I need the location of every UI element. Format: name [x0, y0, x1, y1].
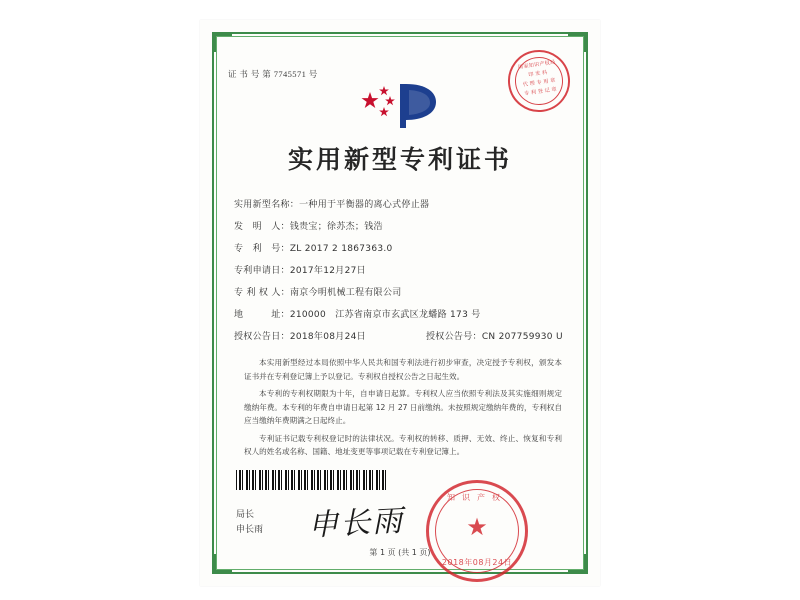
field-utility-model-name	[234, 194, 566, 216]
star-icon: ★	[466, 514, 488, 541]
certificate-barcode	[236, 470, 386, 490]
legal-paragraph-1: 本实用新型经过本局依照中华人民共和国专利法进行初步审查，决定授予专利权，颁发本证书并在专利登记簿上予以登记。专利权自授权公告之日起生效。	[244, 358, 562, 381]
field-label: 专 利 权 人：	[234, 288, 290, 298]
director-name: 申长雨	[236, 525, 264, 535]
registration-stamp-line-3: 代 理 专 用 章	[522, 77, 557, 89]
grant-number-value: CN 207759930 U	[481, 332, 563, 342]
grant-date-value: 2018年08月24日	[289, 332, 366, 342]
certificate-sheet	[200, 20, 600, 586]
grant-number-group	[426, 326, 563, 348]
field-list	[234, 194, 566, 348]
grant-number-label: 授权公告号：	[426, 332, 482, 342]
field-grant-announcement	[234, 326, 566, 348]
field-label: 地 址：	[234, 310, 290, 320]
certificate-content	[226, 46, 574, 567]
patent-office-logo-icon	[354, 80, 446, 132]
director-block	[236, 508, 263, 538]
field-value: 一种用于平衡器的离心式停止器	[299, 200, 430, 210]
director-handwritten-signature: 申长雨	[307, 503, 406, 544]
page-title: 实用新型专利证书	[287, 145, 512, 174]
official-seal-icon	[426, 480, 528, 582]
field-label: 专 利 号：	[234, 244, 290, 254]
official-seal-arc-text: 知识产权	[447, 493, 507, 502]
registration-stamp-line-1: 国家知识产权局	[517, 59, 556, 71]
field-value: 2017年12月27日	[289, 266, 366, 276]
registration-stamp-line-2: 印 发 科	[528, 69, 548, 79]
field-value: 210000 江苏省南京市玄武区龙蟠路 173 号	[289, 310, 481, 320]
field-value: ZL 2017 2 1867363.0	[289, 244, 393, 254]
field-value: 南京今明机械工程有限公司	[289, 288, 402, 298]
field-patentee	[234, 282, 566, 304]
field-application-date	[234, 260, 566, 282]
legal-paragraph-3: 专利证书记载专利权登记时的法律状况。专利权的转移、质押、无效、终止、恢复和专利权人的姓名或名称、国籍、地址变更等事项记载在专利登记簿上。	[244, 433, 562, 456]
field-inventor	[234, 216, 566, 238]
legal-paragraph-2: 本专利的专利权期限为十年，自申请日起算。专利权人应当依照专利法及其实施细则规定缴纳年费。本专利的年费自申请日起第 12 月 27 日前缴纳。未按照规定缴纳年费的，专利权自应当缴纳年费期满之日起终止。	[244, 389, 562, 425]
field-label: 发 明 人：	[234, 222, 290, 232]
certificate-number: 证 书 号 第 7745571 号	[228, 69, 318, 79]
field-label: 实用新型名称：	[234, 200, 300, 210]
field-label: 专利申请日：	[234, 266, 290, 276]
grant-date-label: 授权公告日：	[234, 332, 290, 342]
legal-body-text	[244, 356, 562, 463]
field-address	[234, 304, 566, 326]
official-seal-date: 2018年08月24日	[441, 558, 513, 567]
field-value: 钱贵宝；徐苏杰；钱浩	[289, 222, 383, 232]
field-patent-number	[234, 238, 566, 260]
registration-stamp-icon	[504, 46, 574, 116]
page-footer: 第 1 页 (共 1 页)	[369, 548, 431, 557]
director-label: 局长	[236, 510, 255, 520]
registration-stamp-line-4: 专 利 登 记 章	[523, 86, 558, 98]
